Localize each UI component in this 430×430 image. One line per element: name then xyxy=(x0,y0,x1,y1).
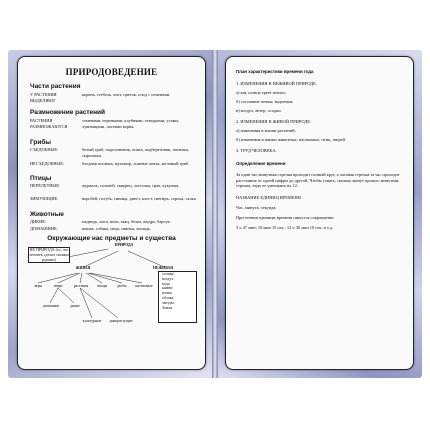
tree-connector xyxy=(90,273,142,283)
birds-winter-row xyxy=(30,196,198,208)
nonliving-item: почва xyxy=(162,290,172,296)
animals-dom-row xyxy=(30,226,198,233)
nonliving-item: Земля xyxy=(162,304,173,310)
fungi-edible-key: СЪЕДОБНЫЕ: xyxy=(30,147,59,152)
animals-wild-row xyxy=(30,219,198,226)
tree-connector xyxy=(128,251,164,267)
nonliving-item: воздух xyxy=(162,275,174,281)
propagation-heading: Размножение растений xyxy=(30,109,106,116)
birds-migr-value: журавль, соловей, скворец, ласточка, грач, кукушка. xyxy=(82,183,180,188)
tree-plant-sub: культурные xyxy=(82,319,102,323)
tree-connector xyxy=(80,288,118,318)
tree-living-item: растения xyxy=(73,284,89,288)
birds-winter-key: ЗИМУЮЩИЕ: xyxy=(30,196,59,201)
parts-key: У РАСТЕНИЯ ВЫДЕЛЯЮТ xyxy=(30,92,57,103)
tree-plant-sub: дикорастущие xyxy=(109,319,133,323)
fungi-poison-key: НЕСЪЕДОБНЫЕ: xyxy=(30,161,65,166)
animals-dom-key: ДОМАШНИЕ: xyxy=(30,226,58,231)
plan-item: в) воздух, ветер, осадки. xyxy=(236,108,282,113)
tree-plant-sub: дикие xyxy=(70,304,80,308)
tree-living-item: рыбы xyxy=(117,284,127,288)
abbr-text: При чтении единицы времени пишутся сокращенно: xyxy=(236,215,335,220)
notebook-spread xyxy=(8,50,422,378)
tree-plant-sub: домашние xyxy=(42,304,60,308)
tree-connector xyxy=(86,273,102,283)
animals-heading: Животные xyxy=(30,211,64,218)
units-label: НАЗВАНИЕ ЕДИНИЦ ВРЕМЕНИ xyxy=(236,195,301,200)
parts-value: корень, стебель, лист, цветок, плод с семенами. xyxy=(82,92,171,97)
plan-item: б) состояние почвы, водоемов; xyxy=(236,99,294,104)
animals-wild-key: ДИКИЕ: xyxy=(30,219,47,224)
tree-connector xyxy=(58,273,80,283)
birds-migr-key: ПЕРЕЛЕТНЫЕ: xyxy=(30,183,61,188)
plan-item: а) как солнце греет землю; xyxy=(236,90,286,95)
right-page xyxy=(225,56,414,370)
tree-connector xyxy=(50,288,58,303)
tree-nonliving: НЕЖИВАЯ xyxy=(153,266,173,270)
propagation-value: семенами, черенками, клубнями, отводками, усами, луковицами, частями корня. xyxy=(82,118,179,129)
tree-not-nature-box: НЕ ПРИРОДА (то, что человек сделал своими руками) xyxy=(29,247,69,262)
fungi-heading: Грибы xyxy=(30,139,51,146)
plan-heading: План характеристики времени года xyxy=(236,69,314,74)
fungi-poison-value: бледная поганка, мухомор, ложные опята, желчный гриб. xyxy=(82,161,190,166)
plan-item: 1. ИЗМЕНЕНИЯ В НЕЖИВОЙ ПРИРОДЕ: xyxy=(236,81,318,86)
surround-heading: Окружающие нас предметы и существа xyxy=(47,235,176,242)
fungi-poison-row xyxy=(30,161,198,173)
tree-connector xyxy=(84,251,118,267)
fungi-edible-value: белый гриб, подосиновик, опята, подберезовик, лисички, сыроежки. xyxy=(82,147,189,158)
animals-wild-value: медведь, лиса, волк, заяц, белка, выдра, барсук. xyxy=(82,219,171,224)
time-heading: Определение времени xyxy=(236,161,286,166)
animals-dom-value: кошка, собака, овца, свинья, лошадь. xyxy=(82,226,151,231)
tree-living-item: люди xyxy=(33,284,43,288)
tree-connector xyxy=(80,273,82,283)
fungi-edible-row xyxy=(30,147,198,159)
parts-row xyxy=(30,92,198,104)
nonliving-item: звезды xyxy=(162,299,174,305)
tree-connector xyxy=(58,288,74,303)
page-title: ПРИРОДОВЕДЕНИЕ xyxy=(65,67,158,77)
tree-root: ПРИРОДА xyxy=(114,243,134,247)
tree-nonliving-list xyxy=(158,271,197,323)
plan-item: а) изменения в жизни растений; xyxy=(236,128,296,133)
plan-item: б) изменения в жизни животных: насекомых, птиц, зверей. xyxy=(236,137,346,142)
tree-connector xyxy=(68,249,108,257)
birds-migr-row xyxy=(30,183,198,195)
parts-heading: Части растения xyxy=(30,83,81,90)
tree-living-item: птицы xyxy=(96,284,108,288)
birds-winter-value: воробей, голубь, синица, дятел, клест, снегирь, сорока, галка. xyxy=(82,196,197,201)
left-page xyxy=(17,56,206,370)
plan-item: 3. ТРУД ЧЕЛОВЕКА. xyxy=(236,148,277,153)
tree-living-item: насекомые xyxy=(135,284,153,288)
nonliving-item: вода xyxy=(162,280,170,286)
units-text: Час, минута, секунда. xyxy=(236,205,277,210)
propagation-row xyxy=(30,118,198,136)
nonliving-item: облака xyxy=(162,294,174,300)
time-text: За один час минутная стрелка проходит полный круг, а часовая стрелка за час проходит расстояние от одной цифры до другой. Чтобы узнать, сколько минут прошло минутная стрелка, надо ее умножить на 12. xyxy=(236,172,400,189)
plan-item: 2. ИЗМЕНЕНИЯ В ЖИВОЙ ПРИРОДЕ: xyxy=(236,119,312,124)
notebook-spine xyxy=(212,50,218,378)
tree-living: ЖИВАЯ xyxy=(75,266,91,270)
propagation-key: РАСТЕНИЯ РАЗМНОЖАЮТСЯ xyxy=(30,118,68,129)
birds-heading: Птицы xyxy=(30,175,52,182)
tree-connector xyxy=(38,273,78,283)
abbr-example: 3 ч 47 мин; 10 мин 15 сек.; 12 ч 30 мин 10 сек. и т.д. xyxy=(236,225,334,230)
tree-living-item: звери xyxy=(53,284,63,288)
nonliving-item: солнце xyxy=(162,271,174,276)
nonliving-item: камни xyxy=(162,285,173,291)
